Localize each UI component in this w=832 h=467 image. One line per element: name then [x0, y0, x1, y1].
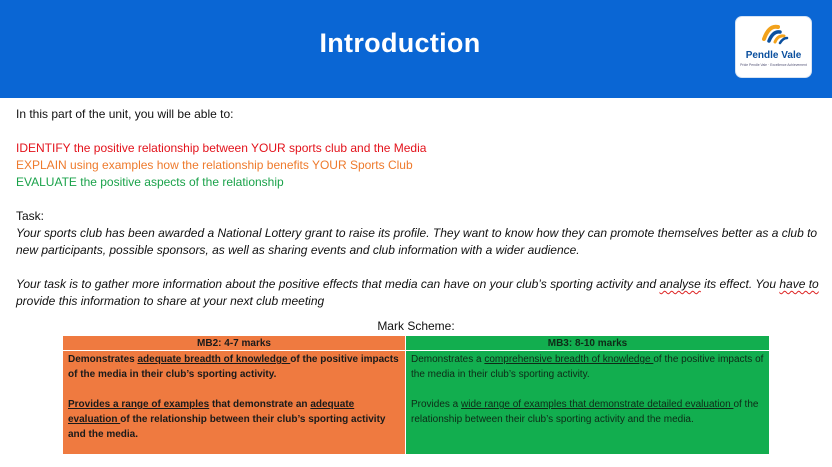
spellcheck-word: have to [779, 277, 819, 291]
slide-title: Introduction [319, 28, 481, 58]
mb2-header: MB2: 4-7 marks [63, 336, 405, 351]
mb2-examples-criterion [68, 397, 400, 442]
logo-tagline: Pride Pendle Vale · Excellence Achievement [740, 63, 807, 67]
logo-name: Pendle Vale [745, 50, 802, 61]
criterion-key-phrase: wide range of examples that demonstrate detailed evaluation [461, 399, 734, 410]
slide-body [16, 106, 821, 310]
title-banner [0, 0, 832, 98]
objective-evaluate: EVALUATE the positive aspects of the relationship [16, 175, 284, 189]
task-text-part: its effect. You [700, 277, 780, 291]
intro-text: In this part of the unit, you will be able to: [16, 107, 234, 121]
mb2-column [63, 336, 406, 454]
criterion-text: of the relationship between their club’s sporting activity and the media. [68, 414, 386, 440]
criterion-text: of the positive impacts of the media in their club’s sporting activity. [68, 354, 399, 380]
mb3-knowledge-criterion [411, 352, 764, 382]
criterion-text: of the positive impacts of the media in their club’s sporting activity. [411, 354, 764, 380]
task-label: Task: [16, 209, 45, 223]
criterion-key-phrase: comprehensive breadth of knowledge [484, 354, 654, 365]
criterion-text: that demonstrate an [209, 399, 311, 410]
mb3-column [406, 336, 769, 454]
task-paragraph-2 [16, 276, 821, 310]
criterion-text: Demonstrates a [411, 354, 485, 365]
criterion-text: Provides a [411, 399, 462, 410]
spellcheck-word: analyse [659, 277, 701, 291]
criterion-text: Demonstrates [68, 354, 138, 365]
criterion-key-phrase: adequate evaluation [68, 399, 355, 425]
mb3-examples-criterion [411, 397, 764, 427]
task-text-part: provide this information to share at your next club meeting [16, 294, 325, 308]
task-text-part: Your task is to gather more information about the positive effects that media can have on your club’s sporting activity and [16, 277, 660, 291]
school-logo [735, 16, 812, 78]
objective-explain: EXPLAIN using examples how the relationship benefits YOUR Sports Club [16, 158, 413, 172]
criterion-text: of the relationship between their club’s sporting activity and the media. [411, 399, 759, 425]
mark-scheme-table [63, 336, 769, 454]
criterion-key-phrase: adequate breadth of knowledge [137, 354, 291, 365]
mark-scheme-title: Mark Scheme: [377, 319, 455, 333]
task-paragraph-1: Your sports club has been awarded a National Lottery grant to raise its profile. They want to know how they can promote themselves better as a club to new participants, possible sponsors, as well as sharing events and club information with a wider audience. [16, 226, 818, 257]
mb2-knowledge-criterion [68, 352, 400, 382]
criterion-key-phrase: Provides a range of examples [68, 399, 210, 410]
mb3-header: MB3: 8-10 marks [406, 336, 769, 351]
logo-emblem-icon [736, 17, 813, 51]
objective-identify: IDENTIFY the positive relationship between YOUR sports club and the Media [16, 141, 427, 155]
